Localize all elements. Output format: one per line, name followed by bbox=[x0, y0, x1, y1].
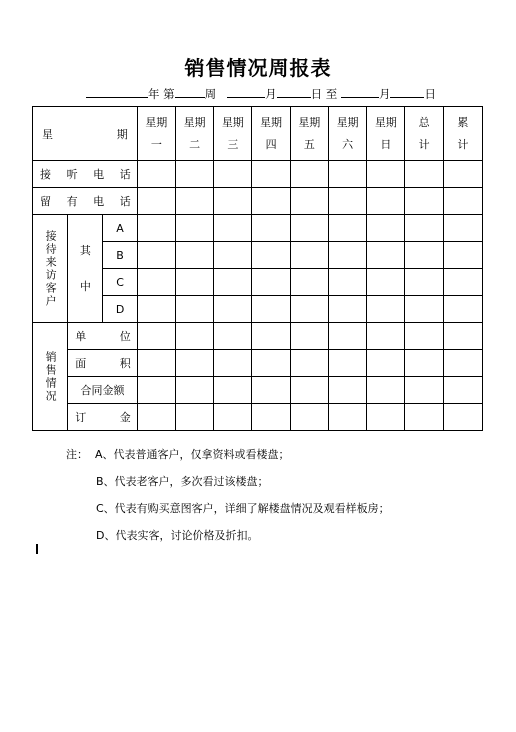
header-sunday: 星期 日 bbox=[367, 107, 405, 161]
data-cell[interactable] bbox=[214, 323, 252, 350]
data-cell[interactable] bbox=[405, 296, 443, 323]
calls-answered-row bbox=[33, 161, 483, 188]
header-monday: 星期 一 bbox=[137, 107, 175, 161]
data-cell[interactable] bbox=[405, 215, 443, 242]
data-cell[interactable] bbox=[214, 215, 252, 242]
week-label: 周 bbox=[204, 87, 217, 101]
day-to-label: 日 bbox=[424, 87, 436, 101]
data-cell[interactable] bbox=[443, 296, 482, 323]
month-from-label: 月 bbox=[265, 87, 277, 101]
data-cell[interactable] bbox=[175, 377, 213, 404]
data-cell[interactable] bbox=[214, 242, 252, 269]
area-label: 面 积 bbox=[68, 350, 137, 377]
header-row bbox=[33, 107, 483, 161]
data-cell[interactable] bbox=[214, 269, 252, 296]
data-cell[interactable] bbox=[290, 350, 328, 377]
data-cell[interactable] bbox=[252, 161, 290, 188]
unit-label: 单 位 bbox=[68, 323, 137, 350]
data-cell[interactable] bbox=[443, 377, 482, 404]
data-cell[interactable] bbox=[137, 377, 175, 404]
deposit-label: 订 金 bbox=[68, 404, 137, 431]
data-cell[interactable] bbox=[290, 296, 328, 323]
to-label: 至 bbox=[325, 87, 338, 101]
note-item-a: 注： A、代表普通客户，仅拿资料或看楼盘； bbox=[66, 448, 290, 461]
data-cell[interactable] bbox=[443, 404, 482, 431]
data-cell[interactable] bbox=[252, 242, 290, 269]
data-cell[interactable] bbox=[290, 377, 328, 404]
year-label: 年 bbox=[148, 87, 160, 101]
data-cell[interactable] bbox=[252, 323, 290, 350]
sales-unit-row bbox=[33, 323, 483, 350]
data-cell[interactable] bbox=[175, 188, 213, 215]
data-cell[interactable] bbox=[367, 377, 405, 404]
visitor-type-a-label: A bbox=[103, 215, 137, 242]
header-friday: 星期 五 bbox=[290, 107, 328, 161]
data-cell[interactable] bbox=[328, 188, 366, 215]
data-cell[interactable] bbox=[290, 215, 328, 242]
notes-lead: 注： bbox=[66, 448, 88, 461]
header-saturday: 星期 六 bbox=[328, 107, 366, 161]
week-prefix-label: 第 bbox=[163, 87, 175, 101]
data-cell[interactable] bbox=[175, 404, 213, 431]
data-cell[interactable] bbox=[252, 188, 290, 215]
data-cell[interactable] bbox=[443, 323, 482, 350]
header-thursday: 星期 四 bbox=[252, 107, 290, 161]
data-cell[interactable] bbox=[214, 161, 252, 188]
data-cell[interactable] bbox=[328, 296, 366, 323]
data-cell[interactable] bbox=[137, 296, 175, 323]
data-cell[interactable] bbox=[137, 404, 175, 431]
data-cell[interactable] bbox=[175, 242, 213, 269]
calls-left-label: 留 有 电 话 bbox=[33, 188, 138, 215]
corner-right-label: 期 bbox=[116, 127, 128, 141]
data-cell[interactable] bbox=[367, 215, 405, 242]
data-cell[interactable] bbox=[443, 215, 482, 242]
data-cell[interactable] bbox=[137, 188, 175, 215]
year-blank[interactable] bbox=[86, 86, 148, 98]
header-total: 总 计 bbox=[405, 107, 443, 161]
data-cell[interactable] bbox=[252, 215, 290, 242]
data-cell[interactable] bbox=[137, 323, 175, 350]
data-cell[interactable] bbox=[214, 404, 252, 431]
weekday-corner-cell bbox=[33, 107, 138, 161]
data-cell[interactable] bbox=[367, 161, 405, 188]
calls-left-row bbox=[33, 188, 483, 215]
date-range-line bbox=[86, 86, 486, 102]
data-cell[interactable] bbox=[367, 350, 405, 377]
data-cell[interactable] bbox=[328, 215, 366, 242]
data-cell[interactable] bbox=[175, 296, 213, 323]
notes-section bbox=[66, 441, 390, 549]
data-cell[interactable] bbox=[328, 269, 366, 296]
data-cell[interactable] bbox=[214, 188, 252, 215]
data-cell[interactable] bbox=[137, 242, 175, 269]
data-cell[interactable] bbox=[405, 161, 443, 188]
data-cell[interactable] bbox=[328, 161, 366, 188]
data-cell[interactable] bbox=[252, 377, 290, 404]
data-cell[interactable] bbox=[328, 404, 366, 431]
calls-answered-label: 接 听 电 话 bbox=[33, 161, 138, 188]
visitor-type-b-label: B bbox=[103, 242, 137, 269]
data-cell[interactable] bbox=[405, 188, 443, 215]
data-cell[interactable] bbox=[405, 269, 443, 296]
visitor-type-d-label: D bbox=[103, 296, 137, 323]
data-cell[interactable] bbox=[367, 404, 405, 431]
among-label: 其 中 bbox=[68, 215, 103, 323]
note-item-c: C、代表有购买意图客户，详细了解楼盘情况及观看样板房； bbox=[96, 502, 390, 515]
data-cell[interactable] bbox=[137, 215, 175, 242]
data-cell[interactable] bbox=[367, 269, 405, 296]
data-cell[interactable] bbox=[290, 269, 328, 296]
month-to-blank[interactable] bbox=[341, 86, 379, 98]
data-cell[interactable] bbox=[252, 404, 290, 431]
visitor-type-c-label: C bbox=[103, 269, 137, 296]
text-cursor bbox=[36, 544, 38, 554]
data-cell[interactable] bbox=[290, 404, 328, 431]
visitors-group-label: 接待来访客户 bbox=[33, 215, 68, 323]
weekly-sales-table bbox=[32, 106, 483, 431]
visitor-type-a-row bbox=[33, 215, 483, 242]
data-cell[interactable] bbox=[443, 161, 482, 188]
header-tuesday: 星期 二 bbox=[175, 107, 213, 161]
data-cell[interactable] bbox=[405, 242, 443, 269]
header-cumulative: 累 计 bbox=[443, 107, 482, 161]
data-cell[interactable] bbox=[443, 269, 482, 296]
data-cell[interactable] bbox=[443, 242, 482, 269]
page-title: 销售情况周报表 bbox=[184, 56, 332, 80]
sales-group-label: 销售情况 bbox=[33, 323, 68, 431]
data-cell[interactable] bbox=[367, 323, 405, 350]
data-cell[interactable] bbox=[175, 215, 213, 242]
data-cell[interactable] bbox=[290, 161, 328, 188]
data-cell[interactable] bbox=[405, 350, 443, 377]
data-cell[interactable] bbox=[175, 269, 213, 296]
data-cell[interactable] bbox=[367, 296, 405, 323]
note-item-d: D、代表实客，讨论价格及折扣。 bbox=[96, 529, 259, 542]
week-blank[interactable] bbox=[175, 86, 205, 98]
data-cell[interactable] bbox=[214, 377, 252, 404]
data-cell[interactable] bbox=[443, 350, 482, 377]
data-cell[interactable] bbox=[405, 323, 443, 350]
month-to-label: 月 bbox=[378, 87, 391, 101]
data-cell[interactable] bbox=[214, 296, 252, 323]
header-wednesday: 星期 三 bbox=[214, 107, 252, 161]
sales-deposit-row bbox=[33, 404, 483, 431]
data-cell[interactable] bbox=[137, 161, 175, 188]
data-cell[interactable] bbox=[328, 242, 366, 269]
data-cell[interactable] bbox=[137, 269, 175, 296]
data-cell[interactable] bbox=[290, 188, 328, 215]
data-cell[interactable] bbox=[405, 404, 443, 431]
data-cell[interactable] bbox=[443, 188, 482, 215]
data-cell[interactable] bbox=[405, 377, 443, 404]
day-from-label: 日 bbox=[310, 87, 323, 101]
data-cell[interactable] bbox=[328, 350, 366, 377]
contract-amount-label: 合同金额 bbox=[68, 377, 137, 404]
data-cell[interactable] bbox=[175, 161, 213, 188]
sales-area-row bbox=[33, 350, 483, 377]
data-cell[interactable] bbox=[137, 350, 175, 377]
data-cell[interactable] bbox=[252, 350, 290, 377]
data-cell[interactable] bbox=[367, 188, 405, 215]
data-cell[interactable] bbox=[214, 350, 252, 377]
data-cell[interactable] bbox=[252, 269, 290, 296]
data-cell[interactable] bbox=[175, 350, 213, 377]
data-cell[interactable] bbox=[290, 242, 328, 269]
month-from-blank[interactable] bbox=[227, 86, 265, 98]
data-cell[interactable] bbox=[290, 323, 328, 350]
day-to-blank[interactable] bbox=[390, 86, 424, 98]
sales-contract-row bbox=[33, 377, 483, 404]
corner-left-label: 星 bbox=[42, 127, 53, 141]
data-cell[interactable] bbox=[328, 377, 366, 404]
note-item-b: B、代表老客户，多次看过该楼盘； bbox=[96, 475, 269, 488]
data-cell[interactable] bbox=[252, 296, 290, 323]
data-cell[interactable] bbox=[367, 242, 405, 269]
day-from-blank[interactable] bbox=[277, 86, 311, 98]
data-cell[interactable] bbox=[328, 323, 366, 350]
data-cell[interactable] bbox=[175, 323, 213, 350]
